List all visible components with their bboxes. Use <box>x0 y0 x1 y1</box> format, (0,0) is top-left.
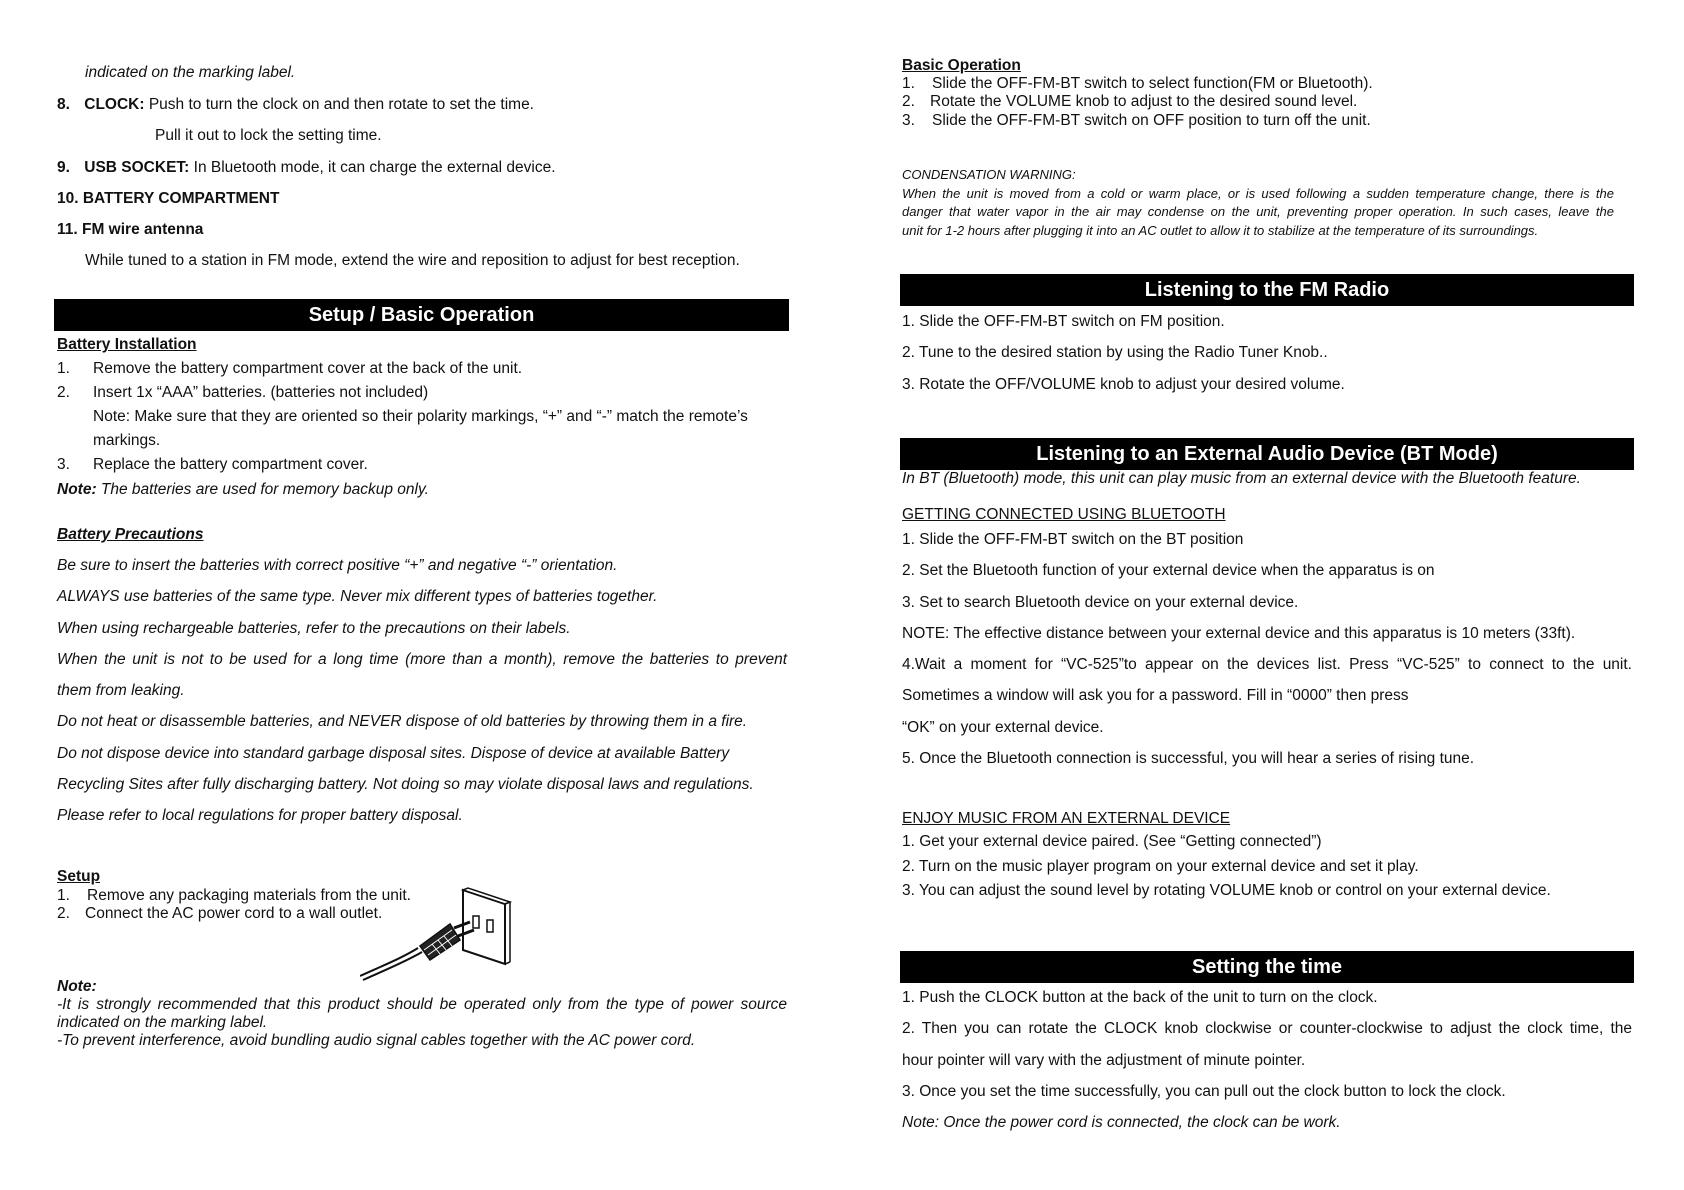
bt-intro: In BT (Bluetooth) mode, this unit can play music from an external device with the Bluetooth feature. <box>902 470 1581 487</box>
note-line: -To prevent interference, avoid bundling audio signal cables together with the AC power cord. <box>57 1032 696 1049</box>
list-number: 2. <box>57 905 70 922</box>
list-text: Remove the battery compartment cover at the back of the unit. <box>93 360 523 377</box>
list-item: NOTE: The effective distance between your external device and this apparatus is 10 meters (33ft). <box>902 624 1576 642</box>
list-item: 2. Set the Bluetooth function of your external device when the apparatus is on <box>902 562 1435 580</box>
power-note-title: Note: <box>57 978 97 995</box>
item-10: 10. BATTERY COMPARTMENT <box>57 190 280 207</box>
item-11: 11. FM wire antenna <box>57 221 204 238</box>
list-text: Insert 1x “AAA” batteries. (batteries not included) <box>93 384 429 401</box>
list-item <box>57 408 797 432</box>
precaution-line: Recycling Sites after fully discharging battery. Not doing so may violate disposal laws and regulations. <box>57 776 754 794</box>
item-9-text: In Bluetooth mode, it can charge the external device. <box>193 159 556 176</box>
plug-icon <box>360 922 474 980</box>
list-item: 3. You can adjust the sound level by rotating VOLUME knob or control on your external device. <box>902 882 1551 899</box>
item-8-text: Push to turn the clock on and then rotate to set the time. <box>148 96 534 113</box>
list-item: 4.Wait a moment for “VC-525”to appear on the devices list. Press “VC-525” to connect to the unit. <box>902 656 1632 674</box>
list-item <box>902 75 1373 93</box>
list-item <box>57 432 797 456</box>
precaution-line: Do not dispose device into standard garbage disposal sites. Dispose of device at available Battery <box>57 744 730 762</box>
item-9-label: USB SOCKET: <box>84 159 190 176</box>
condensation-title: CONDENSATION WARNING: <box>902 167 1076 182</box>
list-number: 1. <box>57 887 70 904</box>
list-item: 1. Push the CLOCK button at the back of the unit to turn on the clock. <box>902 989 1378 1006</box>
basic-operation-title: Basic Operation <box>902 57 1021 74</box>
list-item: 1. Slide the OFF-FM-BT switch on the BT position <box>902 531 1244 548</box>
fm-radio-list <box>902 313 1345 407</box>
list-text: Remove any packaging materials from the unit. <box>87 887 411 904</box>
condensation-line: unit for 1-2 hours after plugging it into an AC outlet to allow it to stabilize at the temperature of its surroundings. <box>902 222 1539 238</box>
item-9-number: 9. <box>57 159 70 176</box>
power-note-lines <box>57 996 787 1050</box>
condensation-text <box>902 185 1614 240</box>
item-9 <box>57 159 556 177</box>
list-item: 3. Once you set the time successfully, you can pull out the clock button to lock the clock. <box>902 1082 1506 1100</box>
condensation-line: When the unit is moved from a cold or warm place, or is used following a sudden temperature change, there is the <box>902 186 1614 201</box>
list-number: 3. <box>57 456 70 473</box>
setup-basic-operation-bar: Setup / Basic Operation <box>54 299 789 331</box>
list-item <box>57 360 797 384</box>
list-item: 2. Then you can rotate the CLOCK knob clockwise or counter-clockwise to adjust the clock time, the <box>902 1020 1632 1038</box>
fm-radio-bar: Listening to the FM Radio <box>900 274 1634 306</box>
note-line: indicated on the marking label. <box>57 1014 268 1031</box>
battery-note <box>57 481 429 499</box>
plug-outlet-illustration <box>360 884 515 982</box>
precaution-line: When using rechargeable batteries, refer to the precautions on their labels. <box>57 619 571 637</box>
basic-operation-list <box>902 75 1373 130</box>
enjoy-music-list <box>902 833 1551 907</box>
time-note: Note: Once the power cord is connected, the clock can be work. <box>902 1114 1341 1132</box>
list-item <box>57 456 797 480</box>
list-item: 2. Tune to the desired station by using the Radio Tuner Knob.. <box>902 344 1328 362</box>
list-item: 3. Rotate the OFF/VOLUME knob to adjust your desired volume. <box>902 375 1345 393</box>
setting-time-list <box>902 989 1632 1145</box>
item-8-number: 8. <box>57 96 70 113</box>
list-item: Sometimes a window will ask you for a password. Fill in “0000” then press <box>902 687 1409 705</box>
list-text: Slide the OFF-FM-BT switch to select function(FM or Bluetooth). <box>932 75 1373 92</box>
list-item <box>902 112 1373 130</box>
list-item: 5. Once the Bluetooth connection is successful, you will hear a series of rising tune. <box>902 750 1475 768</box>
list-item: 2. Turn on the music player program on your external device and set it play. <box>902 857 1419 875</box>
precaution-line: Do not heat or disassemble batteries, and NEVER dispose of old batteries by throwing them in a fire. <box>57 713 748 731</box>
note-line: -It is strongly recommended that this product should be operated only from the type of power source <box>57 996 787 1013</box>
bt-connect-title: GETTING CONNECTED USING BLUETOOTH <box>902 506 1226 523</box>
condensation-line: danger that water vapor in the air may condense on the unit, preventing proper operation. In such cases, leave the <box>902 204 1614 220</box>
list-text: Note: Make sure that they are oriented so their polarity markings, “+” and “-” match the remote’s <box>93 408 748 425</box>
list-text: markings. <box>93 432 161 449</box>
bt-connect-list <box>902 531 1632 781</box>
precaution-line: When the unit is not to be used for a long time (more than a month), remove the batteries to prevent <box>57 650 787 668</box>
battery-installation-title: Battery Installation <box>57 336 197 353</box>
precaution-line: Be sure to insert the batteries with correct positive “+” and negative “-” orientation. <box>57 557 618 574</box>
bt-mode-bar: Listening to an External Audio Device (BT Mode) <box>900 438 1634 470</box>
precaution-line: ALWAYS use batteries of the same type. Never mix different types of batteries together. <box>57 588 658 606</box>
list-number: 1. <box>902 75 915 92</box>
list-text: Connect the AC power cord to a wall outlet. <box>85 905 383 922</box>
battery-precautions-list <box>57 557 787 839</box>
list-number: 1. <box>57 360 70 377</box>
list-number: 2. <box>902 93 915 111</box>
list-item: hour pointer will vary with the adjustment of minute pointer. <box>902 1051 1306 1069</box>
list-item <box>57 905 411 923</box>
battery-installation-list <box>57 360 797 480</box>
list-number: 2. <box>57 384 70 401</box>
setup-title: Setup <box>57 868 101 885</box>
precaution-line: Please refer to local regulations for proper battery disposal. <box>57 807 463 825</box>
list-text: Replace the battery compartment cover. <box>93 456 368 473</box>
precaution-line: them from leaking. <box>57 682 185 700</box>
list-item <box>902 93 1373 111</box>
item-8-label: CLOCK: <box>84 96 145 113</box>
item-11-text: While tuned to a station in FM mode, extend the wire and reposition to adjust for best reception. <box>85 252 740 269</box>
battery-note-label: Note: <box>57 481 97 498</box>
battery-precautions-title: Battery Precautions <box>57 526 204 543</box>
list-text: Slide the OFF-FM-BT switch on OFF position to turn off the unit. <box>932 111 1371 129</box>
list-item: 3. Set to search Bluetooth device on your external device. <box>902 593 1299 611</box>
item-8 <box>57 96 534 114</box>
enjoy-music-title: ENJOY MUSIC FROM AN EXTERNAL DEVICE <box>902 810 1231 827</box>
list-item: 1. Get your external device paired. (See “Getting connected”) <box>902 833 1322 850</box>
continued-label-line: indicated on the marking label. <box>85 64 296 81</box>
item-8-text-2: Pull it out to lock the setting time. <box>155 127 382 144</box>
list-number: 3. <box>902 111 915 129</box>
list-text: Rotate the VOLUME knob to adjust to the desired sound level. <box>930 93 1358 111</box>
setting-time-bar: Setting the time <box>900 951 1634 983</box>
setup-list <box>57 887 411 923</box>
list-item: “OK” on your external device. <box>902 718 1104 736</box>
list-item <box>57 887 411 905</box>
list-item <box>57 384 797 408</box>
battery-note-text: The batteries are used for memory backup only. <box>100 481 429 498</box>
list-item: 1. Slide the OFF-FM-BT switch on FM position. <box>902 313 1225 330</box>
